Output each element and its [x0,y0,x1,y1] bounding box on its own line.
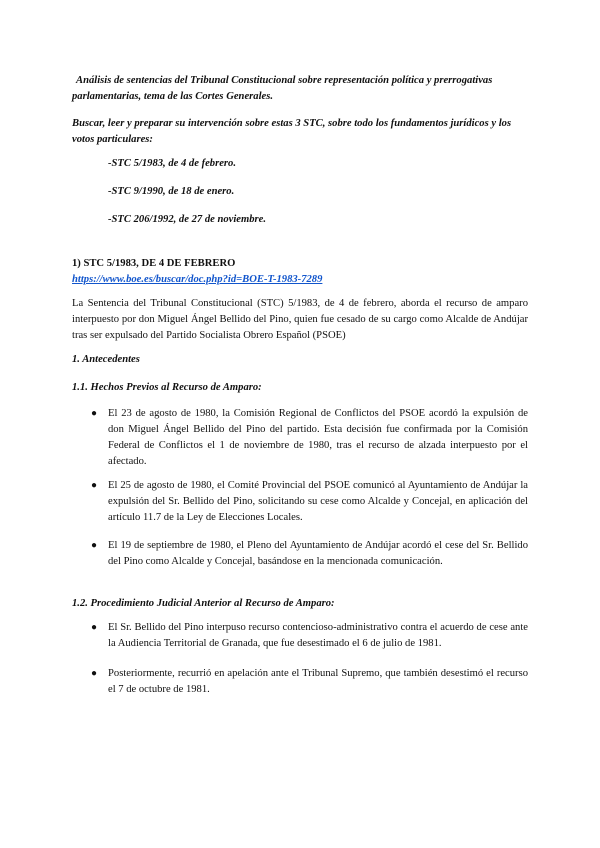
list-item [90,478,528,526]
stc-list-item-2: -STC 9/1990, de 18 de enero. [108,186,235,197]
list-item [90,406,528,470]
list-item-text: El 23 de agosto de 1980, la Comisión Regional de Conflictos del PSOE acordó la expulsión de don Miguel Ángel Bellido del Pino del partido. Esta decisión fue confirmada por la Comisión Federal de Conflictos el 1 de noviembre de 1980, tras el recurso de alzada interpuesto por el afectado. [108,408,528,467]
bullet-icon: ● [90,622,98,633]
list-item [90,538,528,570]
hechos-heading: 1.1. Hechos Previos al Recurso de Amparo: [72,382,262,393]
list-item-text: El 19 de septiembre de 1980, el Pleno del Ayuntamiento de Andújar acordó el cese del Sr. Bellido del Pino como Alcalde y Concejal, basándose en la mencionada comunicación. [108,540,528,567]
stc-list-item-1: -STC 5/1983, de 4 de febrero. [108,158,236,169]
intro-heading [72,73,528,105]
bullet-icon: ● [90,668,98,679]
list-item [90,666,528,698]
section-title: 1) STC 5/1983, DE 4 DE FEBRERO [72,258,236,269]
list-item-text: Posteriormente, recurrió en apelación ante el Tribunal Supremo, que también desestimó el recurso el 7 de octubre de 1981. [108,668,528,695]
bullet-icon: ● [90,408,98,419]
antecedentes-heading: 1. Antecedentes [72,354,140,365]
bullet-icon: ● [90,480,98,491]
stc-list-item-3: -STC 206/1992, de 27 de noviembre. [108,214,267,225]
list-item-text: El Sr. Bellido del Pino interpuso recurso contencioso-administrativo contra el acuerdo de cese ante la Audiencia Territorial de Granada, que fue desestimado el 6 de julio de 1981. [108,622,528,649]
bullet-icon: ● [90,540,98,551]
intro-text: Análisis de sentencias del Tribunal Constitucional sobre representación política y prerrogativas parlamentarias, tema de las Cortes Generales. [72,75,493,102]
procedimiento-heading: 1.2. Procedimiento Judicial Anterior al Recurso de Amparo: [72,598,335,609]
boe-link[interactable]: https://www.boe.es/buscar/doc.php?id=BOE-T-1983-7289 [72,274,323,285]
task-instructions: Buscar, leer y preparar su intervención sobre estas 3 STC, sobre todo los fundamentos jurídicos y los votos particulares: [72,118,512,145]
list-item-text: El 25 de agosto de 1980, el Comité Provincial del PSOE comunicó al Ayuntamiento de Andújar la expulsión del Sr. Bellido del Pino, solicitando su cese como Alcalde y Concejal, en aplicación del artículo 11.7 de la Ley de Elecciones Locales. [108,480,528,523]
list-item [90,620,528,652]
summary-paragraph: La Sentencia del Tribunal Constitucional (STC) 5/1983, de 4 de febrero, aborda el recurso de amparo interpuesto por don Miguel Ángel Bellido del Pino, quien fue cesado de su cargo como Alcalde de Andújar tras ser expulsado del Partido Socialista Obrero Español (PSOE) [72,298,528,341]
